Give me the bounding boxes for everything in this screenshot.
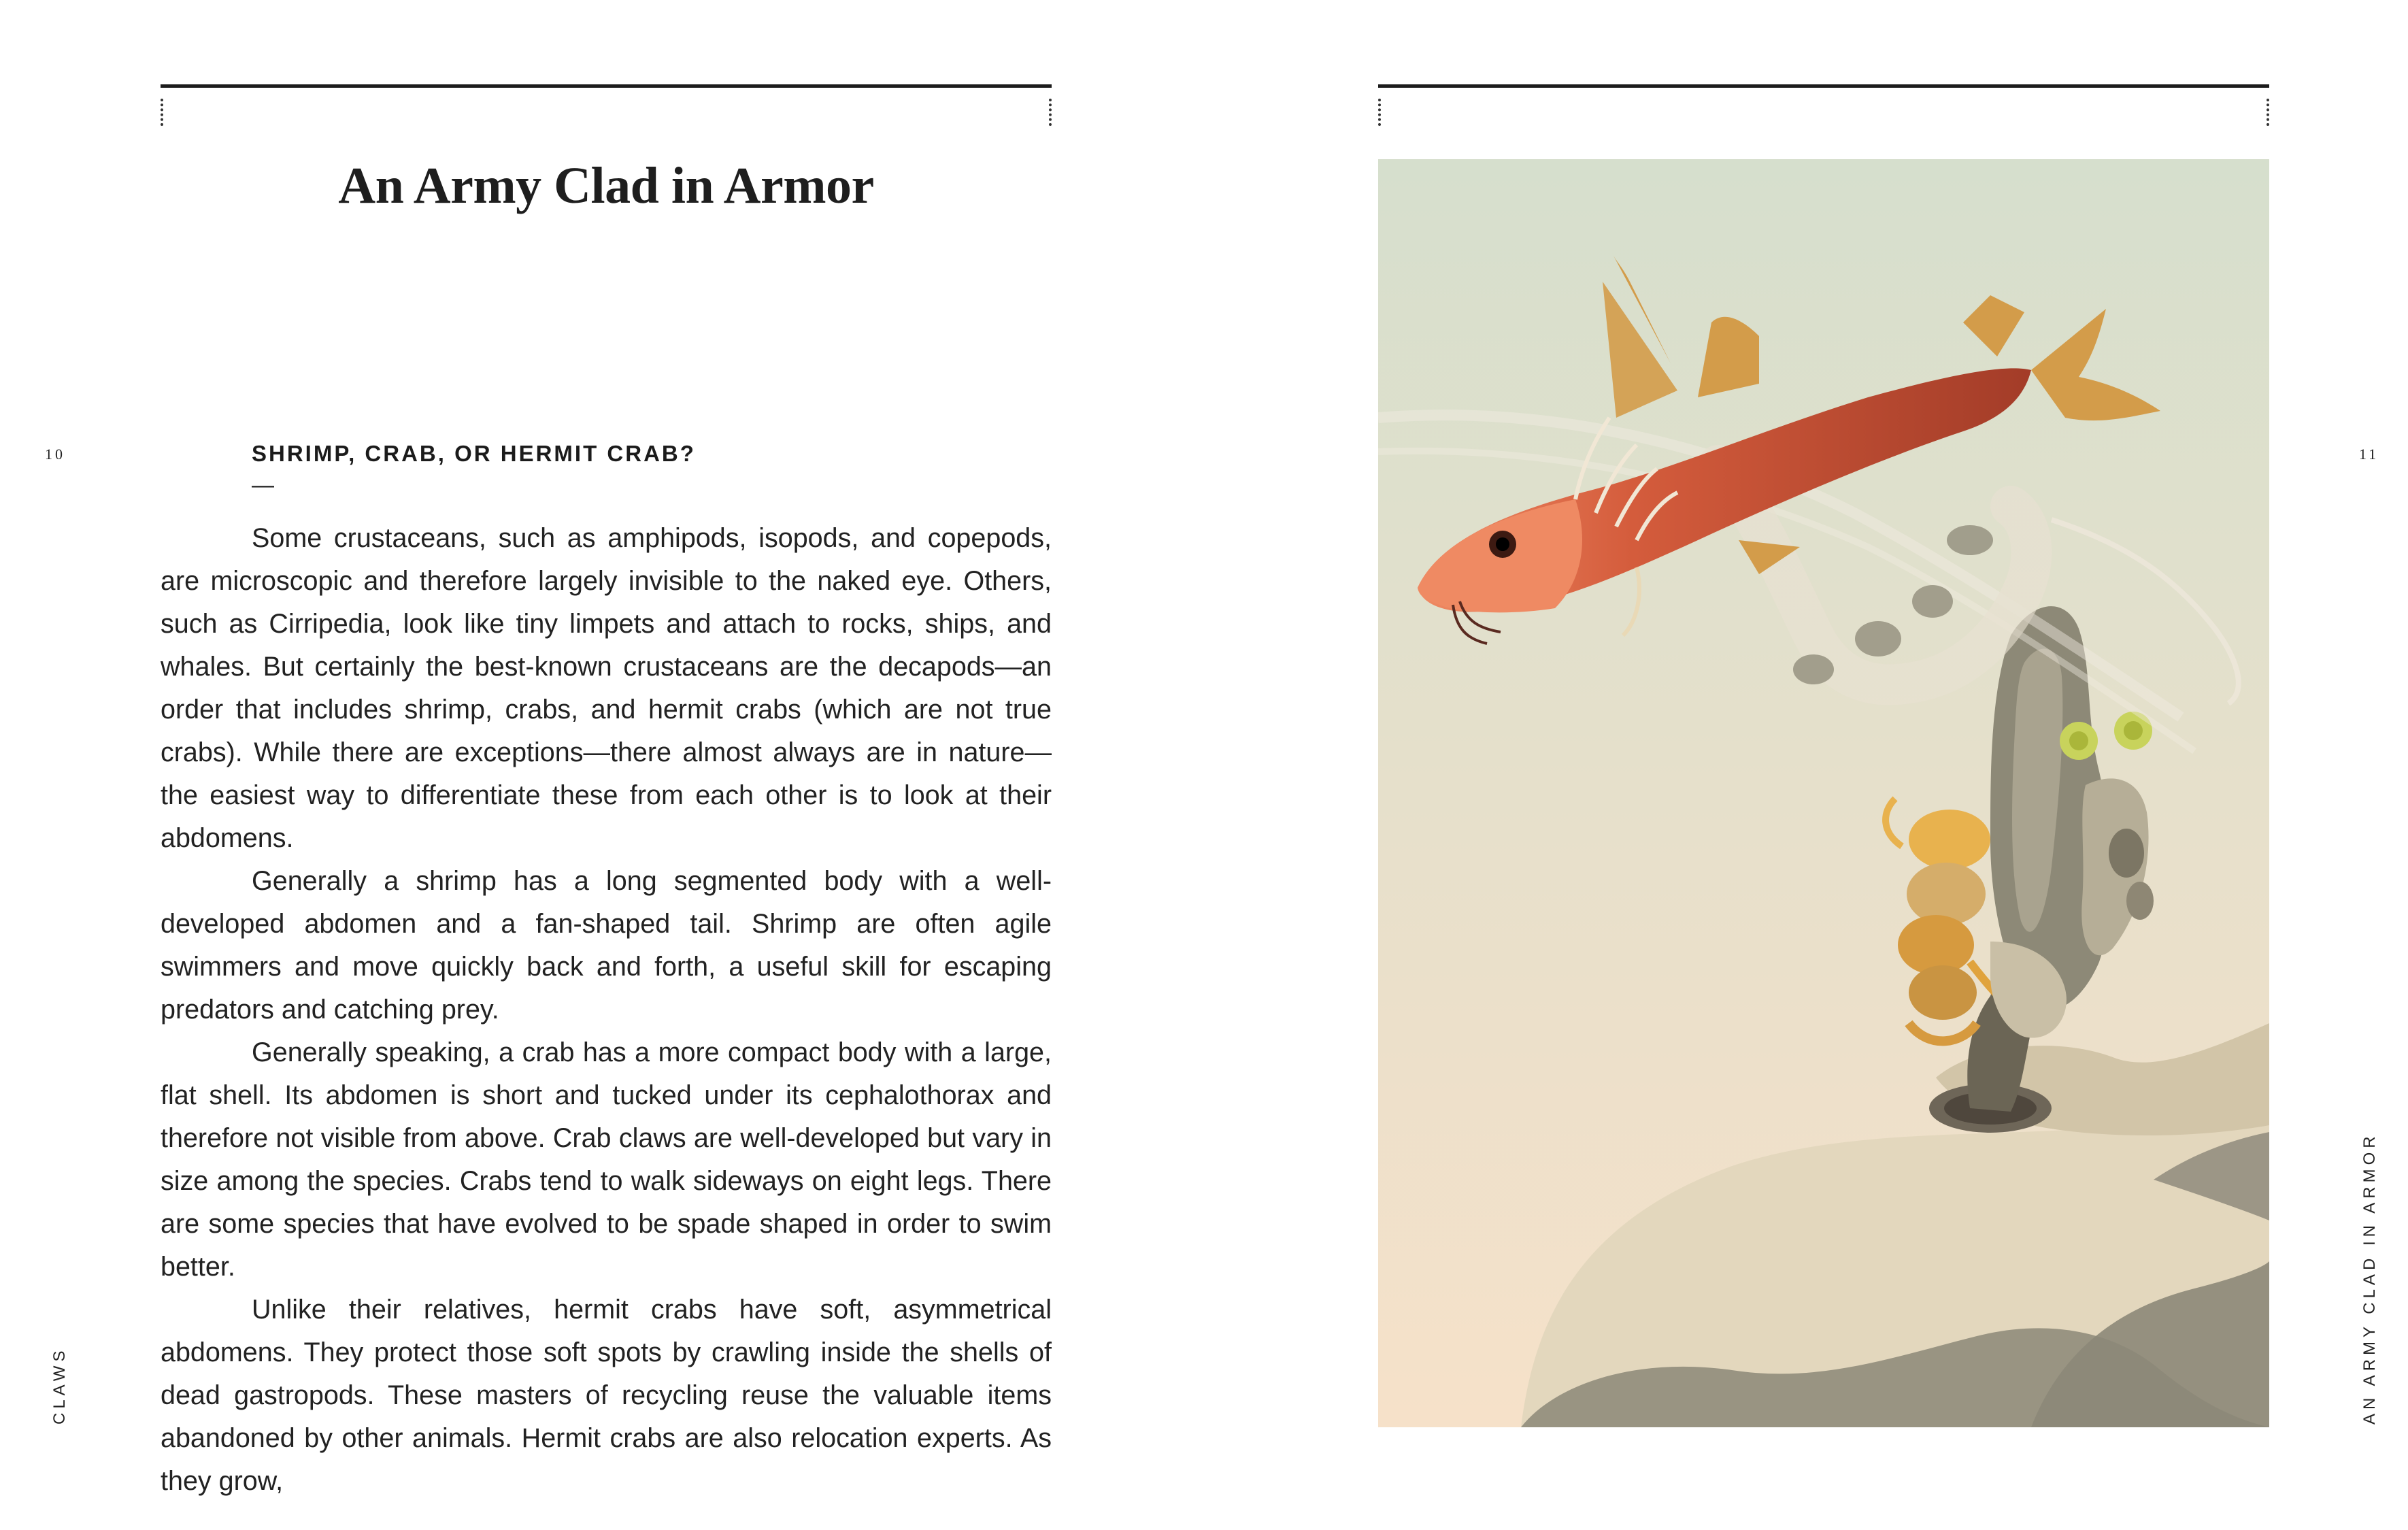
dotted-mark-right-b [2267, 99, 2269, 126]
top-rule-right [1378, 84, 2269, 88]
running-title-right: AN ARMY CLAD IN ARMOR [2360, 1132, 2379, 1425]
paragraph-2: Generally a shrimp has a long segmented body with a well-developed abdomen and a fan-shaped tail. Shrimp are often agile swimmers and move quickly back and forth, a useful skill for escaping predators and catching prey. [161, 866, 1052, 1025]
top-rule-left [161, 84, 1052, 88]
running-section-left: CLAWS [50, 1346, 69, 1425]
dotted-mark-left-a [161, 99, 163, 126]
page-number-right: 11 [2359, 446, 2379, 463]
paragraph-1: Some crustaceans, such as amphipods, isopods, and copepods, are microscopic and therefore largely invisible to the naked eye. Others, such as Cirripedia, look like tiny limpets and attach to rocks, ships, and whales. But certainly the best-known crustaceans are the decapods—an order that includes shrimp, crabs, and hermit crabs (which are not true crabs). While there are exceptions—there almost always are in nature—the easiest way to differentiate these from each other is to look at their abdomens. [161, 523, 1052, 853]
section-heading: SHRIMP, CRAB, OR HERMIT CRAB? [252, 441, 696, 466]
heading-dash: — [252, 472, 274, 497]
dotted-mark-left-b [1049, 99, 1052, 126]
dotted-mark-right-a [1378, 99, 1381, 126]
fish-and-hermit-crab-illustration [1378, 159, 2269, 1427]
page-title: An Army Clad in Armor [338, 157, 874, 214]
body-text [161, 517, 1052, 1503]
paragraph-3: Generally speaking, a crab has a more compact body with a large, flat shell. Its abdomen is short and tucked under its cephalothorax and therefore not visible from above. Crab claws are well-developed but vary in size among the species. Crabs tend to walk sideways on eight legs. There are some species that have evolved to be spade shaped in order to swim better. [161, 1037, 1052, 1282]
page-number-left: 10 [45, 446, 65, 463]
paragraph-4: Unlike their relatives, hermit crabs have soft, asymmetrical abdomens. They protect those soft spots by crawling inside the shells of dead gastropods. These masters of recycling reuse the valuable items abandoned by other animals. Hermit crabs are also relocation experts. As they grow, [161, 1295, 1052, 1496]
